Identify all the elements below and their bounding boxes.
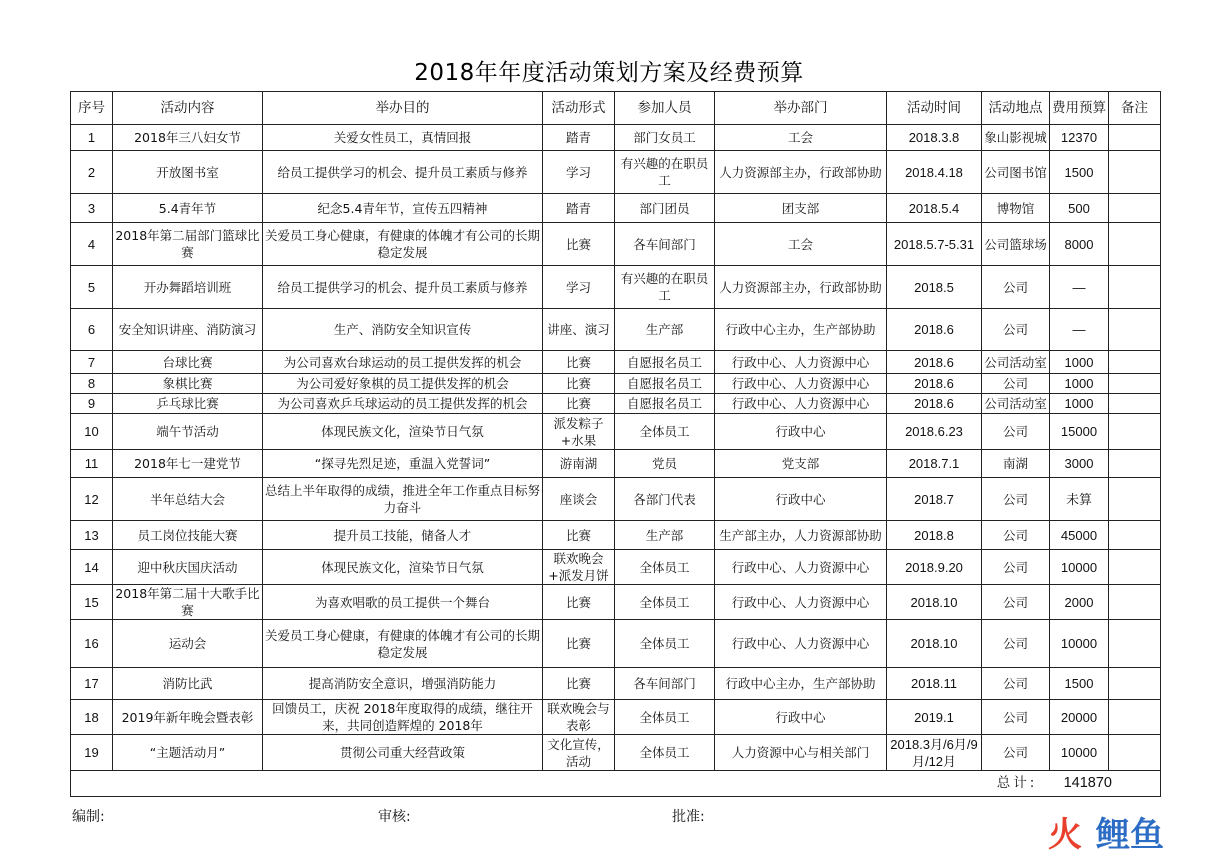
row-note: [1109, 550, 1161, 585]
row-form: 比赛: [543, 223, 615, 266]
row-budget: —: [1050, 266, 1109, 309]
row-purpose: 给员工提供学习的机会、提升员工素质与修养: [263, 266, 543, 309]
table-row: [71, 620, 1161, 668]
row-time: 2018.7.1: [887, 450, 982, 478]
watermark-logo: [1044, 810, 1204, 854]
row-place: 公司篮球场: [982, 223, 1050, 266]
row-place: 公司: [982, 478, 1050, 521]
table-row: [71, 374, 1161, 394]
row-budget: 45000: [1050, 521, 1109, 550]
table-row: [71, 700, 1161, 735]
header-purpose: 举办目的: [263, 92, 543, 125]
row-purpose: 关爱女性员工，真情回报: [263, 125, 543, 151]
row-place: 公司: [982, 735, 1050, 771]
row-content: 消防比武: [113, 668, 263, 700]
row-content: 安全知识讲座、消防演习: [113, 309, 263, 351]
table-row: [71, 550, 1161, 585]
row-no: 2: [71, 151, 113, 194]
table-row: [71, 223, 1161, 266]
header-note: 备注: [1109, 92, 1161, 125]
row-form: 比赛: [543, 351, 615, 374]
row-content: 2018年第二届十大歌手比赛: [113, 585, 263, 620]
row-budget: 10000: [1050, 550, 1109, 585]
row-dept: 工会: [715, 125, 887, 151]
row-dept: 行政中心、人力资源中心: [715, 351, 887, 374]
watermark-logo-first-char: 火: [1048, 815, 1082, 854]
row-no: 11: [71, 450, 113, 478]
row-purpose: 给员工提供学习的机会、提升员工素质与修养: [263, 151, 543, 194]
row-no: 18: [71, 700, 113, 735]
row-dept: 行政中心: [715, 478, 887, 521]
row-participants: 各部门代表: [615, 478, 715, 521]
row-place: 公司: [982, 266, 1050, 309]
row-participants: 部门团员: [615, 194, 715, 223]
row-budget: 15000: [1050, 414, 1109, 450]
header-no: 序号: [71, 92, 113, 125]
row-budget: 1500: [1050, 668, 1109, 700]
row-content: 迎中秋庆国庆活动: [113, 550, 263, 585]
row-purpose: “探寻先烈足迹，重温入党誓词”: [263, 450, 543, 478]
row-participants: 自愿报名员工: [615, 374, 715, 394]
row-time: 2018.6.23: [887, 414, 982, 450]
row-purpose: 总结上半年取得的成绩，推进全年工作重点目标努力奋斗: [263, 478, 543, 521]
row-place: 公司图书馆: [982, 151, 1050, 194]
row-purpose: 关爱员工身心健康，有健康的体魄才有公司的长期稳定发展: [263, 620, 543, 668]
row-note: [1109, 374, 1161, 394]
row-form: 文化宣传，活动: [543, 735, 615, 771]
row-time: 2019.1: [887, 700, 982, 735]
row-no: 1: [71, 125, 113, 151]
row-content: 2018年第二届部门篮球比赛: [113, 223, 263, 266]
row-note: [1109, 414, 1161, 450]
row-participants: 生产部: [615, 309, 715, 351]
total-value: 141870: [1063, 775, 1112, 791]
row-content: 端午节活动: [113, 414, 263, 450]
header-form: 活动形式: [543, 92, 615, 125]
row-time: 2018.11: [887, 668, 982, 700]
activity-budget-table: [70, 91, 1161, 797]
row-participants: 部门女员工: [615, 125, 715, 151]
row-dept: 人力资源部主办，行政部协助: [715, 266, 887, 309]
row-place: 象山影视城: [982, 125, 1050, 151]
row-participants: 全体员工: [615, 550, 715, 585]
row-dept: 生产部主办，人力资源部协助: [715, 521, 887, 550]
row-dept: 人力资源部主办，行政部协助: [715, 151, 887, 194]
row-time: 2018.6: [887, 394, 982, 414]
row-form: 比赛: [543, 668, 615, 700]
table-row: [71, 521, 1161, 550]
row-purpose: 提高消防安全意识，增强消防能力: [263, 668, 543, 700]
row-note: [1109, 450, 1161, 478]
table-row: [71, 668, 1161, 700]
row-form: 学习: [543, 151, 615, 194]
row-budget: 12370: [1050, 125, 1109, 151]
row-content: “主题活动月”: [113, 735, 263, 771]
row-form: 联欢晚会+派发月饼: [543, 550, 615, 585]
row-time: 2018.5.7-5.31: [887, 223, 982, 266]
row-purpose: 体现民族文化，渲染节日气氛: [263, 414, 543, 450]
row-purpose: 为喜欢唱歌的员工提供一个舞台: [263, 585, 543, 620]
row-place: 公司活动室: [982, 394, 1050, 414]
row-no: 14: [71, 550, 113, 585]
header-time: 活动时间: [887, 92, 982, 125]
row-time: 2018.6: [887, 374, 982, 394]
table-row: [71, 266, 1161, 309]
row-budget: —: [1050, 309, 1109, 351]
table-row: [71, 394, 1161, 414]
row-form: 游南湖: [543, 450, 615, 478]
reviewer-label: 审核:: [378, 809, 411, 825]
row-participants: 党员: [615, 450, 715, 478]
table-row: [71, 585, 1161, 620]
row-time: 2018.6: [887, 351, 982, 374]
row-form: 派发粽子+水果: [543, 414, 615, 450]
row-place: 公司: [982, 668, 1050, 700]
row-content: 2019年新年晚会暨表彰: [113, 700, 263, 735]
row-place: 公司活动室: [982, 351, 1050, 374]
row-budget: 500: [1050, 194, 1109, 223]
row-no: 4: [71, 223, 113, 266]
row-place: 南湖: [982, 450, 1050, 478]
row-place: 公司: [982, 700, 1050, 735]
row-purpose: 回馈员工，庆祝 2018年度取得的成绩，继往开来，共同创造辉煌的 2018年: [263, 700, 543, 735]
table-row: [71, 125, 1161, 151]
row-purpose: 为公司喜欢台球运动的员工提供发挥的机会: [263, 351, 543, 374]
row-budget: 1000: [1050, 374, 1109, 394]
row-time: 2018.8: [887, 521, 982, 550]
row-content: 台球比赛: [113, 351, 263, 374]
row-dept: 行政中心主办，生产部协助: [715, 668, 887, 700]
row-place: 公司: [982, 620, 1050, 668]
row-form: 踏青: [543, 194, 615, 223]
row-form: 座谈会: [543, 478, 615, 521]
row-purpose: 关爱员工身心健康，有健康的体魄才有公司的长期稳定发展: [263, 223, 543, 266]
row-purpose: 为公司爱好象棋的员工提供发挥的机会: [263, 374, 543, 394]
header-place: 活动地点: [982, 92, 1050, 125]
approver-label: 批准:: [672, 809, 705, 825]
row-time: 2018.4.18: [887, 151, 982, 194]
row-note: [1109, 700, 1161, 735]
total-row: [71, 771, 1161, 797]
row-content: 半年总结大会: [113, 478, 263, 521]
row-note: [1109, 394, 1161, 414]
table-row: [71, 351, 1161, 374]
row-dept: 行政中心主办，生产部协助: [715, 309, 887, 351]
row-no: 7: [71, 351, 113, 374]
row-note: [1109, 620, 1161, 668]
row-form: 比赛: [543, 585, 615, 620]
row-budget: 10000: [1050, 620, 1109, 668]
row-purpose: 体现民族文化，渲染节日气氛: [263, 550, 543, 585]
row-place: 公司: [982, 550, 1050, 585]
row-note: [1109, 223, 1161, 266]
row-purpose: 生产、消防安全知识宣传: [263, 309, 543, 351]
row-dept: 行政中心、人力资源中心: [715, 550, 887, 585]
row-note: [1109, 478, 1161, 521]
row-no: 13: [71, 521, 113, 550]
row-participants: 有兴趣的在职员工: [615, 266, 715, 309]
table-row: [71, 478, 1161, 521]
row-content: 开放图书室: [113, 151, 263, 194]
row-no: 10: [71, 414, 113, 450]
row-dept: 人力资源中心与相关部门: [715, 735, 887, 771]
row-no: 17: [71, 668, 113, 700]
row-purpose: 纪念5.4青年节，宣传五四精神: [263, 194, 543, 223]
row-participants: 全体员工: [615, 700, 715, 735]
row-content: 2018年三八妇女节: [113, 125, 263, 151]
row-dept: 行政中心、人力资源中心: [715, 585, 887, 620]
table-row: [71, 151, 1161, 194]
row-dept: 团支部: [715, 194, 887, 223]
table-row: [71, 194, 1161, 223]
row-no: 12: [71, 478, 113, 521]
header-participants: 参加人员: [615, 92, 715, 125]
row-form: 讲座、演习: [543, 309, 615, 351]
row-form: 踏青: [543, 125, 615, 151]
row-no: 15: [71, 585, 113, 620]
table-row: [71, 414, 1161, 450]
header-row: [71, 92, 1161, 125]
row-time: 2018.10: [887, 585, 982, 620]
row-note: [1109, 585, 1161, 620]
row-participants: 有兴趣的在职员工: [615, 151, 715, 194]
row-no: 19: [71, 735, 113, 771]
row-form: 比赛: [543, 521, 615, 550]
row-time: 2018.5.4: [887, 194, 982, 223]
editor-label: 编制:: [72, 809, 105, 825]
row-time: 2018.3.8: [887, 125, 982, 151]
row-form: 联欢晚会与表彰: [543, 700, 615, 735]
row-participants: 自愿报名员工: [615, 351, 715, 374]
row-content: 5.4青年节: [113, 194, 263, 223]
row-budget: 10000: [1050, 735, 1109, 771]
row-no: 3: [71, 194, 113, 223]
row-content: 2018年七一建党节: [113, 450, 263, 478]
row-time: 2018.10: [887, 620, 982, 668]
row-participants: 全体员工: [615, 735, 715, 771]
header-budget: 费用预算: [1050, 92, 1109, 125]
row-no: 5: [71, 266, 113, 309]
row-dept: 党支部: [715, 450, 887, 478]
row-purpose: 贯彻公司重大经营政策: [263, 735, 543, 771]
row-place: 公司: [982, 521, 1050, 550]
row-time: 2018.3月/6月/9月/12月: [887, 735, 982, 771]
row-participants: 全体员工: [615, 585, 715, 620]
row-budget: 1000: [1050, 394, 1109, 414]
total-label: 总计:: [996, 775, 1038, 791]
document-title: 2018年年度活动策划方案及经费预算: [414, 60, 804, 86]
row-place: 公司: [982, 414, 1050, 450]
table-row: [71, 309, 1161, 351]
row-participants: 自愿报名员工: [615, 394, 715, 414]
row-dept: 行政中心、人力资源中心: [715, 620, 887, 668]
row-participants: 全体员工: [615, 414, 715, 450]
row-content: 乒乓球比赛: [113, 394, 263, 414]
row-budget: 20000: [1050, 700, 1109, 735]
row-time: 2018.5: [887, 266, 982, 309]
table-row: [71, 735, 1161, 771]
row-form: 比赛: [543, 374, 615, 394]
row-budget: 8000: [1050, 223, 1109, 266]
row-no: 6: [71, 309, 113, 351]
row-note: [1109, 125, 1161, 151]
header-dept: 举办部门: [715, 92, 887, 125]
row-purpose: 为公司喜欢乒乓球运动的员工提供发挥的机会: [263, 394, 543, 414]
row-purpose: 提升员工技能，储备人才: [263, 521, 543, 550]
row-participants: 各车间部门: [615, 223, 715, 266]
row-no: 16: [71, 620, 113, 668]
row-time: 2018.9.20: [887, 550, 982, 585]
row-no: 8: [71, 374, 113, 394]
total-cell: [71, 771, 1161, 797]
row-form: 比赛: [543, 394, 615, 414]
watermark-logo-rest-chars: 鲤鱼: [1096, 815, 1164, 854]
row-place: 公司: [982, 585, 1050, 620]
row-note: [1109, 668, 1161, 700]
row-budget: 3000: [1050, 450, 1109, 478]
table-row: [71, 450, 1161, 478]
row-content: 运动会: [113, 620, 263, 668]
row-dept: 行政中心: [715, 414, 887, 450]
row-form: 学习: [543, 266, 615, 309]
row-form: 比赛: [543, 620, 615, 668]
header-content: 活动内容: [113, 92, 263, 125]
row-participants: 生产部: [615, 521, 715, 550]
row-note: [1109, 351, 1161, 374]
row-dept: 行政中心: [715, 700, 887, 735]
row-budget: 1000: [1050, 351, 1109, 374]
row-time: 2018.7: [887, 478, 982, 521]
row-participants: 各车间部门: [615, 668, 715, 700]
row-note: [1109, 735, 1161, 771]
row-budget: 1500: [1050, 151, 1109, 194]
row-place: 公司: [982, 309, 1050, 351]
row-time: 2018.6: [887, 309, 982, 351]
row-dept: 行政中心、人力资源中心: [715, 374, 887, 394]
row-budget: 未算: [1050, 478, 1109, 521]
row-content: 员工岗位技能大赛: [113, 521, 263, 550]
row-place: 博物馆: [982, 194, 1050, 223]
row-place: 公司: [982, 374, 1050, 394]
row-note: [1109, 266, 1161, 309]
row-content: 象棋比赛: [113, 374, 263, 394]
row-dept: 工会: [715, 223, 887, 266]
row-budget: 2000: [1050, 585, 1109, 620]
row-note: [1109, 151, 1161, 194]
row-note: [1109, 309, 1161, 351]
row-note: [1109, 194, 1161, 223]
row-participants: 全体员工: [615, 620, 715, 668]
row-content: 开办舞蹈培训班: [113, 266, 263, 309]
row-no: 9: [71, 394, 113, 414]
row-note: [1109, 521, 1161, 550]
row-dept: 行政中心、人力资源中心: [715, 394, 887, 414]
